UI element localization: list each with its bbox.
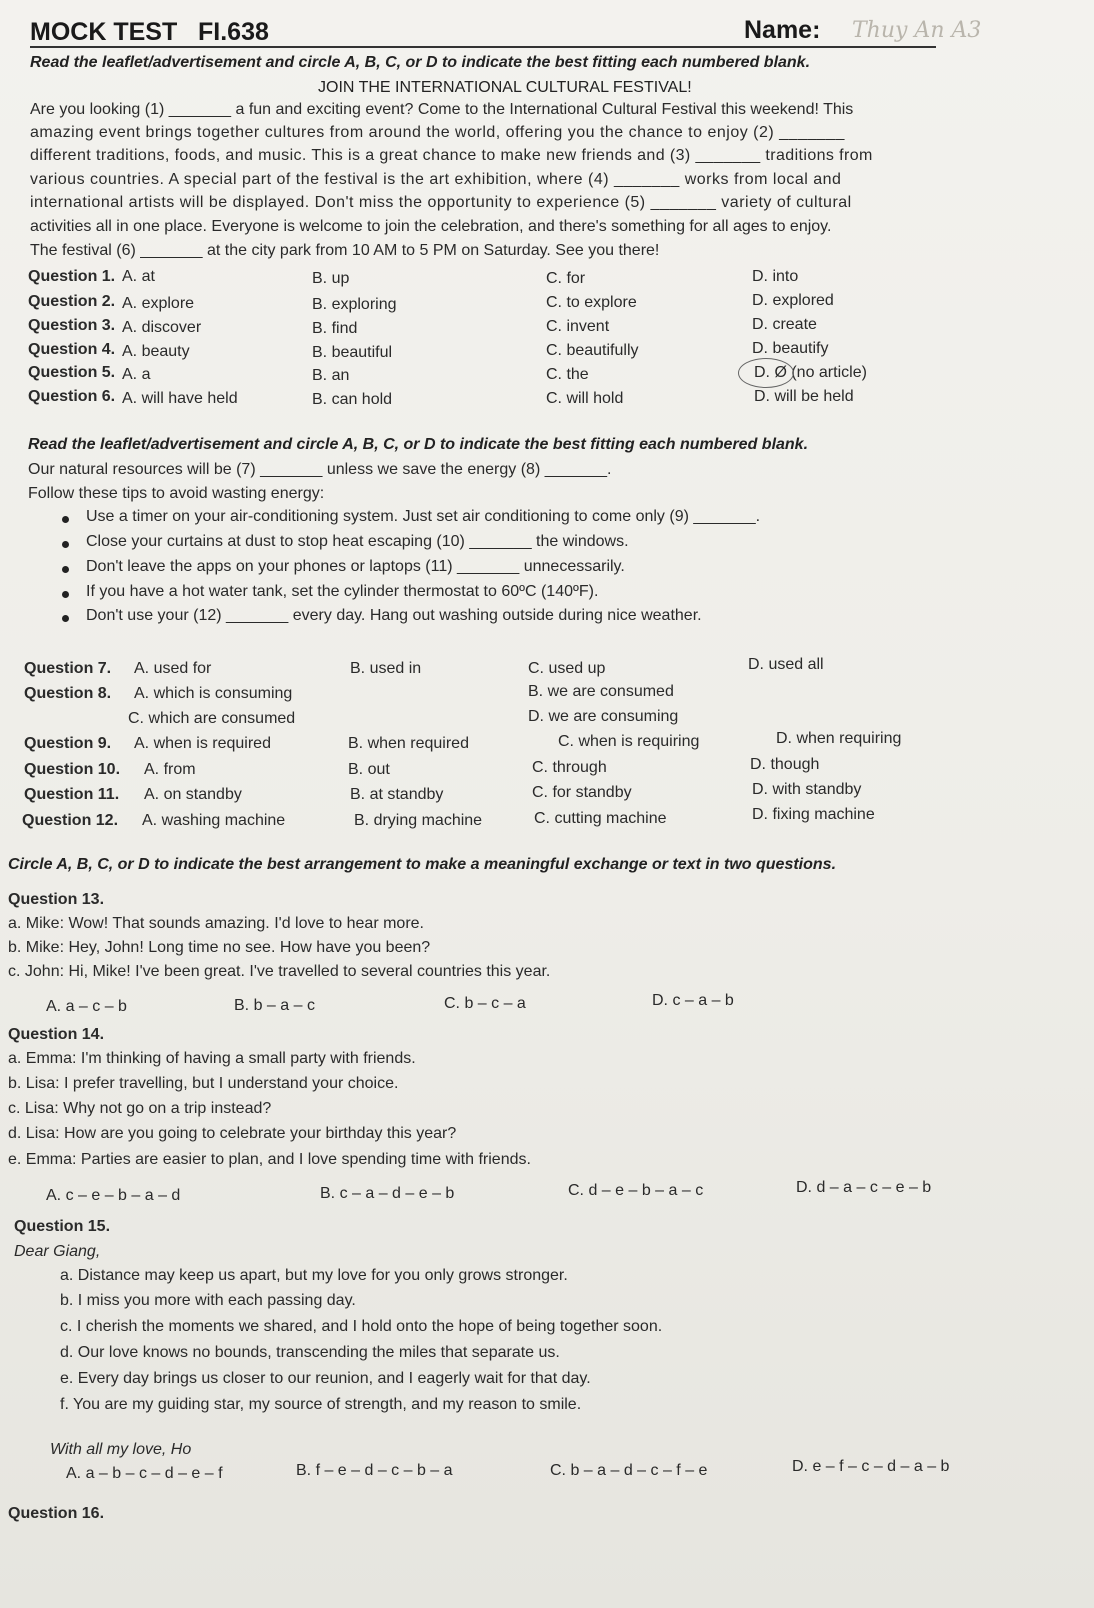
section3-instruction: Circle A, B, C, or D to indicate the best arrangement to make a meaningful exchange or text in two questions. [8, 856, 837, 873]
option-d[interactable]: D. beautify [752, 340, 829, 357]
section1-instruction: Read the leaflet/advertisement and circle A, B, C, or D to indicate the best fitting each numbered blank. [30, 54, 811, 71]
option-a[interactable]: A. washing machine [142, 812, 286, 829]
tip-item: Don't leave the apps on your phones or laptops (11) _______ unnecessarily. [86, 558, 625, 575]
option-b[interactable]: B. out [348, 761, 390, 778]
exchange-line: e. Emma: Parties are easier to plan, and I love spending time with friends. [8, 1151, 531, 1168]
option-c[interactable]: C. beautifully [546, 342, 639, 359]
passage1-line: various countries. A special part of the festival is the art exhibition, where (4) _______ works from local and [30, 171, 842, 188]
option-c[interactable]: C. used up [528, 660, 606, 677]
option-d[interactable]: D. explored [752, 292, 834, 309]
option-a[interactable]: A. on standby [144, 786, 242, 803]
option-d[interactable]: D. when requiring [776, 730, 902, 747]
letter-line: c. I cherish the moments we shared, and I hold onto the hope of being together soon. [60, 1318, 663, 1335]
pen-circle-mark [738, 358, 794, 388]
tip-item: Don't use your (12) _______ every day. Hang out washing outside during nice weather. [86, 607, 702, 624]
header-divider [30, 46, 936, 48]
option-c[interactable]: C. which are consumed [128, 710, 296, 727]
option-d[interactable]: D. d – a – c – e – b [796, 1179, 932, 1196]
question-label: Question 13. [8, 891, 105, 908]
question-label: Question 14. [8, 1026, 105, 1043]
bullet-icon [62, 541, 69, 548]
question-label: Question 3. [28, 317, 116, 334]
option-a[interactable]: A. from [144, 761, 196, 778]
option-b[interactable]: B. drying machine [354, 812, 483, 829]
option-a[interactable]: A. at [122, 268, 155, 285]
passage1-line: amazing event brings together cultures from around the world, offering you the chance to enjoy (2) _______ [30, 124, 845, 141]
option-a[interactable]: A. discover [122, 319, 202, 336]
option-c[interactable]: C. for [546, 270, 586, 287]
option-d[interactable]: D. into [752, 268, 799, 285]
option-a[interactable]: A. c – e – b – a – d [46, 1187, 181, 1204]
exchange-line: a. Mike: Wow! That sounds amazing. I'd love to hear more. [8, 915, 424, 932]
option-a[interactable]: A. a [122, 366, 151, 383]
passage1-line: international artists will be displayed. Don't miss the opportunity to experience (5) _______ variety of cultural [30, 194, 852, 211]
question-label: Question 2. [28, 293, 116, 310]
option-d[interactable]: D. Ø (no article) [754, 364, 867, 381]
exchange-line: b. Mike: Hey, John! Long time no see. How have you been? [8, 939, 431, 956]
letter-greeting: Dear Giang, [14, 1243, 101, 1260]
option-b[interactable]: B. find [312, 320, 358, 337]
option-b[interactable]: B. when required [348, 735, 469, 752]
festival-title: JOIN THE INTERNATIONAL CULTURAL FESTIVAL! [318, 79, 692, 96]
option-a[interactable]: A. when is required [134, 735, 271, 752]
option-c[interactable]: C. for standby [532, 784, 632, 801]
letter-line: e. Every day brings us closer to our reunion, and I eagerly wait for that day. [60, 1370, 591, 1387]
option-a[interactable]: A. used for [134, 660, 212, 677]
option-d[interactable]: D. will be held [754, 388, 854, 405]
option-b[interactable]: B. at standby [350, 786, 444, 803]
passage1-line: Are you looking (1) _______ a fun and exciting event? Come to the International Cultural Festival this weekend! This [30, 101, 854, 118]
option-b[interactable]: B. an [312, 367, 350, 384]
bullet-icon [62, 591, 69, 598]
option-c[interactable]: C. b – c – a [444, 995, 526, 1012]
option-d[interactable]: D. though [750, 756, 820, 773]
option-c[interactable]: C. cutting machine [534, 810, 667, 827]
option-d[interactable]: D. fixing machine [752, 806, 875, 823]
option-d[interactable]: D. create [752, 316, 817, 333]
option-a[interactable]: A. beauty [122, 343, 190, 360]
test-code: FI.638 [198, 18, 269, 46]
option-d[interactable]: D. we are consuming [528, 708, 679, 725]
option-b[interactable]: B. c – a – d – e – b [320, 1185, 455, 1202]
option-b[interactable]: B. f – e – d – c – b – a [296, 1462, 453, 1479]
tip-item: If you have a hot water tank, set the cylinder thermostat to 60ºC (140ºF). [86, 583, 599, 600]
option-b[interactable]: B. exploring [312, 296, 397, 313]
question-label: Question 15. [14, 1218, 111, 1235]
name-handwriting: Thuy An A3 [852, 18, 982, 43]
letter-line: d. Our love knows no bounds, transcending the miles that separate us. [60, 1344, 560, 1361]
option-a[interactable]: A. a – b – c – d – e – f [66, 1465, 223, 1482]
tip-item: Use a timer on your air-conditioning system. Just set air conditioning to come only (9) _______. [86, 508, 761, 525]
letter-closing: With all my love, Ho [50, 1441, 192, 1458]
question-label: Question 4. [28, 341, 116, 358]
option-c[interactable]: C. d – e – b – a – c [568, 1182, 704, 1199]
name-label: Name: [744, 16, 821, 44]
question-label: Question 9. [24, 735, 112, 752]
exchange-line: c. John: Hi, Mike! I've been great. I've travelled to several countries this year. [8, 963, 551, 980]
option-b[interactable]: B. b – a – c [234, 997, 315, 1014]
option-a[interactable]: A. which is consuming [134, 685, 293, 702]
option-c[interactable]: C. invent [546, 318, 610, 335]
passage2-intro: Our natural resources will be (7) _______ unless we save the energy (8) _______. [28, 461, 612, 478]
option-b[interactable]: B. beautiful [312, 344, 393, 361]
option-b[interactable]: B. used in [350, 660, 422, 677]
option-d[interactable]: D. with standby [752, 781, 862, 798]
question-label: Question 16. [8, 1505, 105, 1522]
option-a[interactable]: A. a – c – b [46, 998, 127, 1015]
option-c[interactable]: C. through [532, 759, 607, 776]
question-label: Question 5. [28, 364, 116, 381]
exchange-line: c. Lisa: Why not go on a trip instead? [8, 1100, 272, 1117]
tips-title: Follow these tips to avoid wasting energy: [28, 485, 325, 502]
bullet-icon [62, 516, 69, 523]
letter-line: a. Distance may keep us apart, but my love for you only grows stronger. [60, 1267, 568, 1284]
question-label: Question 10. [24, 761, 121, 778]
option-c[interactable]: C. the [546, 366, 589, 383]
exchange-line: b. Lisa: I prefer travelling, but I understand your choice. [8, 1075, 399, 1092]
tip-item: Close your curtains at dust to stop heat escaping (10) _______ the windows. [86, 533, 629, 550]
passage1-line: activities all in one place. Everyone is welcome to join the celebration, and there's something for all ages to enjoy. [30, 218, 832, 235]
option-d[interactable]: D. used all [748, 656, 824, 673]
question-label: Question 6. [28, 388, 116, 405]
option-b[interactable]: B. we are consumed [528, 683, 674, 700]
option-c[interactable]: C. b – a – d – c – f – e [550, 1462, 708, 1479]
question-label: Question 12. [22, 812, 119, 829]
option-a[interactable]: A. explore [122, 295, 195, 312]
option-b[interactable]: B. can hold [312, 391, 393, 408]
question-label: Question 8. [24, 685, 112, 702]
bullet-icon [62, 615, 69, 622]
passage1-line: The festival (6) _______ at the city park from 10 AM to 5 PM on Saturday. See you there! [30, 242, 660, 259]
passage1-line: different traditions, foods, and music. This is a great chance to make new friends and (3) _______ traditions from [30, 147, 873, 164]
section2-instruction: Read the leaflet/advertisement and circle A, B, C, or D to indicate the best fitting each numbered blank. [28, 436, 809, 453]
option-d[interactable]: D. c – a – b [652, 992, 734, 1009]
option-a[interactable]: A. will have held [122, 390, 238, 407]
option-c[interactable]: C. to explore [546, 294, 637, 311]
option-c[interactable]: C. will hold [546, 390, 624, 407]
question-label: Question 7. [24, 660, 112, 677]
exchange-line: d. Lisa: How are you going to celebrate your birthday this year? [8, 1125, 457, 1142]
bullet-icon [62, 566, 69, 573]
exchange-line: a. Emma: I'm thinking of having a small party with friends. [8, 1050, 416, 1067]
test-title: MOCK TEST [30, 18, 178, 46]
question-label: Question 11. [24, 786, 120, 803]
option-b[interactable]: B. up [312, 270, 350, 287]
option-d[interactable]: D. e – f – c – d – a – b [792, 1458, 950, 1475]
letter-line: b. I miss you more with each passing day. [60, 1292, 356, 1309]
question-label: Question 1. [28, 268, 116, 285]
letter-line: f. You are my guiding star, my source of strength, and my reason to smile. [60, 1396, 582, 1413]
option-c[interactable]: C. when is requiring [558, 733, 700, 750]
